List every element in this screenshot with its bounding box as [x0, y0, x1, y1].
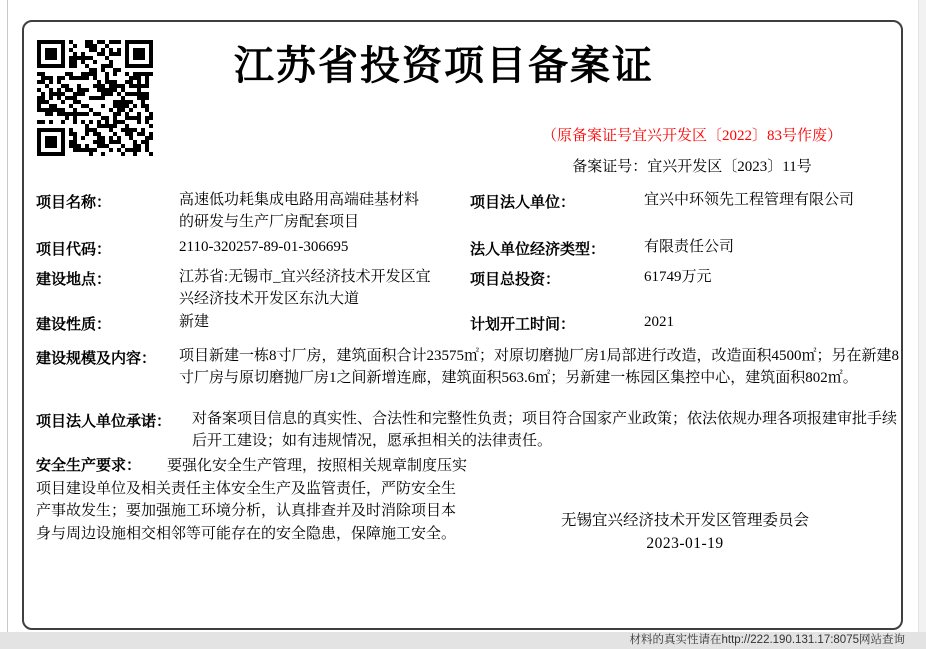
project-name-label: 项目名称：	[36, 194, 112, 211]
legal-entity-value: 宜兴中环领先工程管理有限公司	[644, 192, 855, 208]
certificate-card	[22, 20, 903, 630]
total-investment-value: 61749万元	[644, 269, 712, 285]
safety-value: 要强化安全生产管理，按照相关规章制度压实项目建设单位及相关责任主体安全生产及监管责任，严防安全生产事故发生；要加强施工环境分析，认真排查并及时消除项目本身与周边设施相交相邻等可能存在的安全隐患，保障施工安全。	[36, 458, 468, 542]
scrollbar-track[interactable]	[918, 0, 926, 649]
commitment-value: 对备案项目信息的真实性、合法性和完整性负责；项目符合国家产业政策；依法依规办理各项报建审批手续后开工建设；如有违规情况，愿承担相关的法律责任。	[192, 411, 898, 449]
planned-start-label: 计划开工时间：	[470, 316, 576, 333]
nature-label: 建设性质：	[36, 316, 112, 333]
commitment-label: 项目法人单位承诺：	[36, 413, 172, 430]
cancellation-note: （原备案证号宜兴开发区〔2022〕83号作废）	[541, 128, 842, 144]
issue-date: 2023-01-19	[646, 535, 724, 552]
safety-requirements	[36, 455, 470, 545]
project-code-label: 项目代码：	[36, 241, 112, 258]
safety-label: 安全生产要求：	[36, 457, 142, 474]
nature-value: 新建	[179, 314, 210, 330]
legal-entity-label: 项目法人单位：	[470, 194, 576, 211]
verification-footer: 材料的真实性请在http://222.190.131.17:8075网站查询	[0, 632, 926, 649]
economic-type-label: 法人单位经济类型：	[470, 241, 606, 258]
planned-start-value: 2021	[644, 314, 674, 330]
issuer-block	[470, 509, 900, 555]
total-investment-label: 项目总投资：	[470, 271, 561, 288]
project-name-value: 高速低功耗集成电路用高端硅基材料的研发与生产厂房配套项目	[179, 192, 420, 230]
certificate-header-right	[492, 124, 892, 176]
economic-type-value: 有限责任公司	[644, 239, 735, 255]
certificate-title: 江苏省投资项目备案证	[234, 43, 654, 88]
location-value: 江苏省:无锡市_宜兴经济技术开发区宜兴经济技术开发区东氿大道	[179, 269, 431, 307]
project-code-value: 2110-320257-89-01-306695	[179, 239, 349, 255]
certificate-number: 备案证号：宜兴开发区〔2023〕11号	[572, 159, 812, 175]
scale-content-label: 建设规模及内容：	[36, 350, 157, 367]
issuer-name: 无锡宜兴经济技术开发区管理委员会	[560, 512, 809, 529]
scale-content-value: 项目新建一栋8寸厂房，建筑面积合计23575㎡；对原切磨抛厂房1局部进行改造，改造面积4500㎡；另在新建8寸厂房与原切磨抛厂房1之间新增连廊，建筑面积563.6㎡；另新建一栋园区集控中心，建筑面积802㎡。	[179, 348, 900, 386]
location-label: 建设地点：	[36, 271, 112, 288]
viewer-left-edge	[7, 0, 8, 632]
